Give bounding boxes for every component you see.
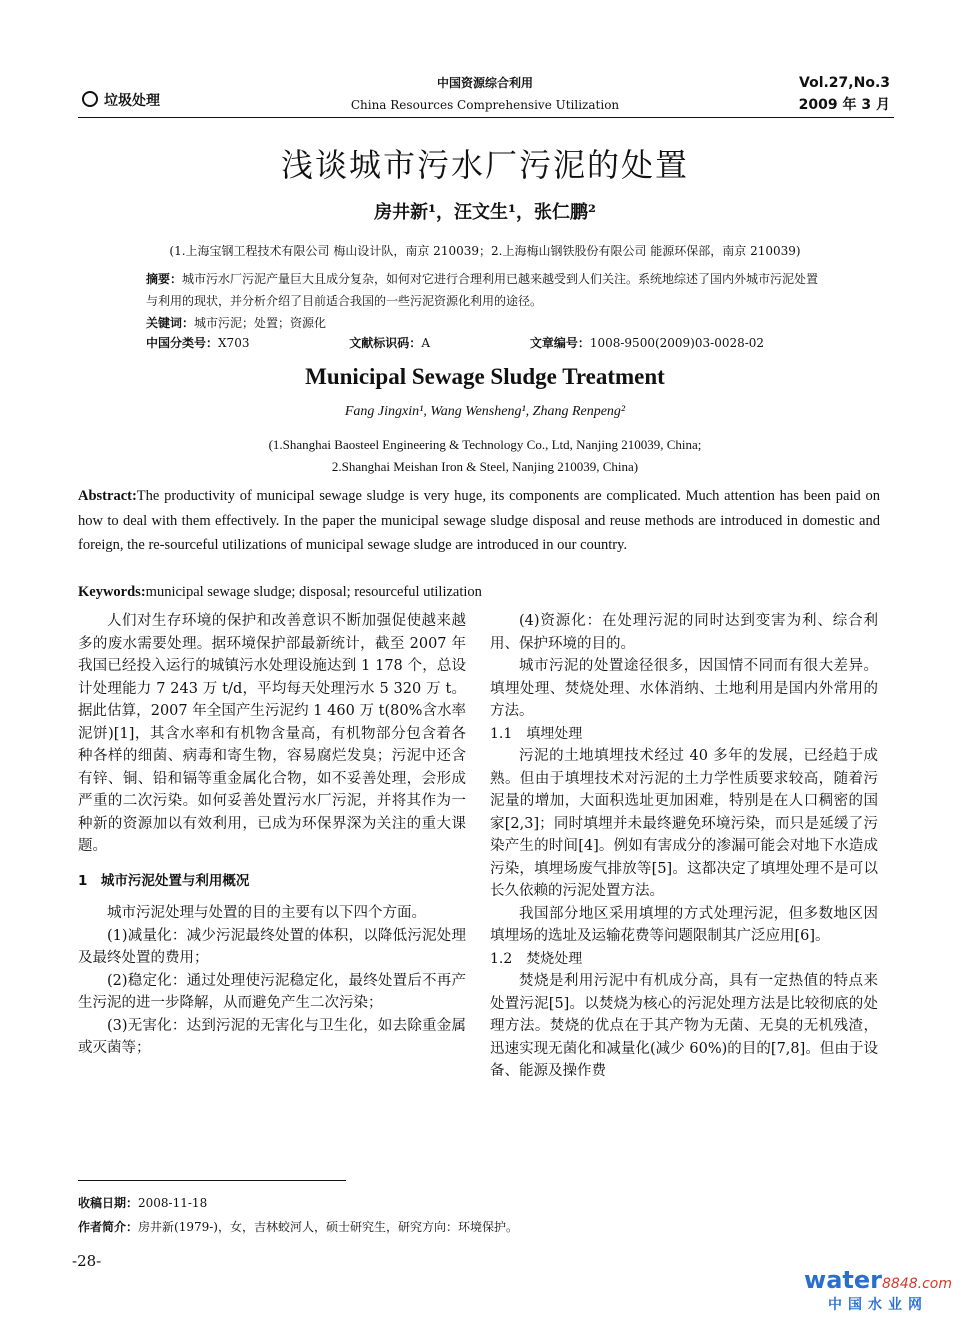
affiliation-en: (1.Shanghai Baosteel Engineering & Technology Co., Ltd, Nanjing 210039, China; 2.Shanghai Meishan Iron & Steel, Nanjing 210039, China) <box>268 437 702 474</box>
watermark-logo: water8848.com 中国水业网 <box>804 1266 952 1313</box>
journal-name-cn: 中国资源综合利用 <box>436 76 533 90</box>
keywords-en: Keywords:municipal sewage sludge; disposal; resourceful utilization <box>78 584 482 600</box>
issue-info <box>799 72 890 116</box>
body-column-right <box>490 610 878 1083</box>
authors-cn: 房井新¹，汪文生¹，张仁鹏² <box>374 202 596 223</box>
subsection-heading: 1.2 焚烧处理 <box>490 950 583 967</box>
paragraph: (2)稳定化：通过处理使污泥稳定化，最终处置后不再产生污泥的进一步降解，从而避免产生二次污染； <box>78 972 466 1011</box>
header-rule <box>78 117 894 118</box>
title-cn: 浅谈城市污水厂污泥的处置 <box>280 146 689 184</box>
subsection-heading: 1.1 填埋处理 <box>490 725 583 742</box>
authors-en: Fang Jingxin¹, Wang Wensheng¹, Zhang Renpeng² <box>344 404 626 419</box>
abstract-cn: 摘要：城市污水厂污泥产量巨大且成分复杂，如何对它进行合理利用已越来越受到人们关注。系统地综述了国内外城市污泥处置与利用的现状，并分析介绍了目前适合我国的一些污泥资源化利用的途径。 关键词：城市污泥；处置；资源化 <box>146 272 819 330</box>
abstract-en: Abstract:The productivity of municipal sewage sludge is very huge, its components are complicated. Much attention has been paid on how to deal with them effectively. In the paper the municipal sewage sludge disposal and reuse methods are introduced in domestic and foreign, the re-sourceful utilizations of municipal sewage sludge are introduced in our country. <box>78 488 880 553</box>
paragraph: 城市污泥的处置途径很多，因国情不同而有很大差异。填埋处理、焚烧处理、水体消纳、土地利用是国内外常用的方法。 <box>490 658 878 719</box>
section-label: 垃圾处理 <box>82 90 160 110</box>
author-bio: 作者简介：房井新(1979-)，女，吉林蛟河人，硕士研究生，研究方向：环境保护。 <box>78 1220 518 1234</box>
intro-paragraph: 人们对生存环境的保护和改善意识不断加强促使越来越多的废水需要处理。据环境保护部最新统计，截至 2007 年我国已经投入运行的城镇污水处理设施达到 1 178 个，总设计处理能力 7 243 万 t/d，平均每天处理污水 5 320 万 t。据此估算，2007 年全国产生污泥约 1 460 万 t(80%含水率泥饼)[1]，其含水率和有机物含量高，有机物部分包含着各种各样的细菌、病毒和寄生物，容易腐烂发臭；污泥中还含有锌、铜、铅和镉等重金属化合物，如不妥善处理，会形成严重的二次污染。如何妥善处置污水厂污泥，并将其作为一种新的资源加以有效利用，已成为环保界深为关注的重大课题。 <box>78 613 466 854</box>
section-heading: 1 城市污泥处置与利用概况 <box>78 872 250 889</box>
classification-row: 中国分类号：X703 文献标识码：A 文章编号：1008-9500(2009)03-0028-02 <box>146 336 765 350</box>
affiliation-cn: (1.上海宝钢工程技术有限公司 梅山设计队，南京 210039；2.上海梅山钢铁股份有限公司 能源环保部，南京 210039) <box>169 244 801 258</box>
footnote-rule <box>78 1180 346 1181</box>
volume: Vol.27,No.3 <box>799 75 890 91</box>
body-column-left <box>78 610 466 1060</box>
received-date: 收稿日期：2008-11-18 <box>78 1196 208 1210</box>
journal-header <box>300 72 670 116</box>
paragraph: 污泥的土地填埋技术经过 40 多年的发展，已经趋于成熟。但由于填埋技术对污泥的土力学性质要求较高，随着污泥量的增加，大面积选址更加困难，特别是在人口稠密的国家[2,3]；同时填埋并未最终避免环境污染，而只是延缓了污染产生的时间[4]。例如有害成分的渗漏可能会对地下水造成污染，填埋场废气排放等[5]。这都决定了填埋处理不是可以长久依赖的污泥处置方法。 <box>490 748 878 899</box>
title-en: Municipal Sewage Sludge Treatment <box>305 364 665 389</box>
paragraph: 城市污泥处理与处置的目的主要有以下四个方面。 <box>107 905 426 921</box>
paragraph: 焚烧是利用污泥中有机成分高，具有一定热值的特点来处置污泥[5]。以焚烧为核心的污泥处理方法是比较彻底的处理方法。焚烧的优点在于其产物为无菌、无臭的无机残渣，迅速实现无菌化和减量化(减少 60%)的目的[7,8]。但由于设备、能源及操作费 <box>490 973 878 1079</box>
paragraph: 我国部分地区采用填埋的方式处理污泥，但多数地区因填埋场的选址及运输花费等问题限制其广泛应用[6]。 <box>490 905 878 944</box>
journal-name-en: China Resources Comprehensive Utilization <box>350 98 620 112</box>
recycle-icon <box>82 91 98 107</box>
paragraph: (3)无害化：达到污泥的无害化与卫生化，如去除重金属或灭菌等； <box>78 1017 466 1056</box>
paragraph: (1)减量化：减少污泥最终处置的体积，以降低污泥处理及最终处置的费用； <box>78 927 466 966</box>
paragraph: (4)资源化：在处理污泥的同时达到变害为利、综合利用、保护环境的目的。 <box>490 613 878 652</box>
issue-date: 2009 年 3 月 <box>798 97 890 113</box>
page-number: -28- <box>72 1252 102 1270</box>
